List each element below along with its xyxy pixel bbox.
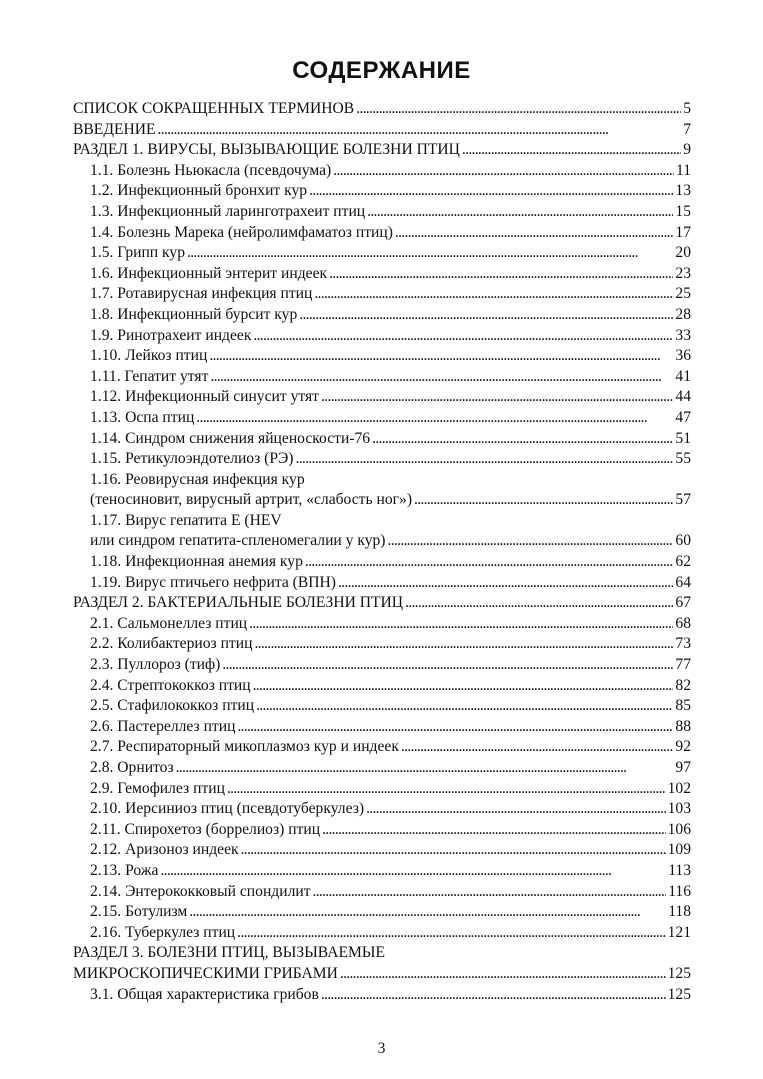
toc-entry-page: 97 — [675, 759, 691, 776]
toc-leader-dots — [254, 634, 673, 655]
toc-entry-page: 41 — [675, 367, 691, 385]
toc-leader-dots — [160, 861, 666, 882]
toc-entry — [73, 99, 691, 120]
toc-entry — [73, 840, 691, 861]
toc-leader-dots — [414, 490, 673, 511]
toc-entry-title: 2.7. Респираторный микоплазмоз кур и индеек — [90, 738, 399, 756]
toc-entry-title: 1.4. Болезнь Марека (нейролимфаматоз птиц) — [90, 223, 393, 241]
toc-entry-title: 1.11. Гепатит утят — [90, 367, 209, 385]
toc-entry-title: ВВЕДЕНИЕ — [73, 120, 156, 138]
toc-entry-page: 103 — [667, 800, 691, 818]
toc-leader-dots — [249, 614, 673, 635]
toc-entry — [73, 511, 691, 532]
toc-entry-title: 2.13. Рожа — [90, 861, 159, 879]
toc-entry-page: 62 — [675, 553, 691, 571]
toc-leader-dots — [209, 346, 673, 367]
toc-entry — [73, 429, 691, 450]
toc-entry — [73, 676, 691, 697]
toc-entry-page: 17 — [675, 223, 691, 241]
toc-leader-dots — [196, 408, 673, 429]
toc-entry-page: 5 — [683, 100, 691, 117]
toc-entry-page: 25 — [675, 285, 691, 303]
toc-leader-dots — [210, 367, 673, 388]
toc-leader-dots — [462, 140, 681, 161]
toc-entry-title: 1.13. Оспа птиц — [90, 408, 195, 426]
toc-entry — [73, 120, 691, 141]
toc-leader-dots — [176, 758, 674, 779]
toc-entry-title: 2.9. Гемофилез птиц — [90, 779, 225, 797]
toc-leader-dots — [366, 799, 666, 820]
toc-leader-dots — [313, 882, 667, 903]
toc-entry — [73, 593, 691, 614]
toc-entry-page: 113 — [668, 861, 691, 879]
toc-leader-dots — [309, 181, 673, 202]
toc-entry — [73, 202, 691, 223]
toc-entry — [73, 346, 691, 367]
toc-entry-page: 106 — [667, 820, 691, 838]
toc-entry — [73, 614, 691, 635]
toc-entry — [73, 449, 691, 470]
toc-entry-title: МИКРОСКОПИЧЕСКИМИ ГРИБАМИ — [73, 964, 338, 982]
toc-leader-dots — [299, 305, 673, 326]
toc-entry-page: 47 — [675, 408, 691, 426]
toc-leader-dots — [340, 964, 666, 985]
toc-entry-title: РАЗДЕЛ 3. БОЛЕЗНИ ПТИЦ, ВЫЗЫВАЕМЫЕ — [73, 944, 386, 962]
toc-entry-title: или синдром гепатита-спленомегалии у кур) — [90, 532, 386, 550]
toc-entry-page: 20 — [675, 244, 691, 262]
toc-entry-title: 2.12. Аризоноз индеек — [90, 841, 239, 859]
toc-entry-title: 2.4. Стрептококкоз птиц — [90, 676, 251, 694]
toc-entry — [73, 573, 691, 594]
toc-leader-dots — [356, 99, 681, 120]
toc-entry-title: (теносиновит, вирусный артрит, «слабость ног») — [90, 491, 413, 509]
toc-leader-dots — [314, 284, 673, 305]
page-title: СОДЕРЖАНИЕ — [292, 57, 471, 84]
toc-entry-title: 1.7. Ротавирусная инфекция птиц — [90, 285, 313, 303]
toc-entry-page: 13 — [675, 182, 691, 200]
toc-entry-title: 1.16. Реовирусная инфекция кур — [90, 470, 305, 488]
toc-entry-title: 1.8. Инфекционный бурсит кур — [90, 305, 298, 323]
toc-entry — [73, 264, 691, 285]
toc-leader-dots — [372, 429, 673, 450]
toc-entry — [73, 779, 691, 800]
toc-leader-dots — [241, 840, 666, 861]
toc-entry-title: 2.15. Ботулизм — [90, 903, 188, 921]
toc-leader-dots — [329, 264, 673, 285]
toc-entry-page: 67 — [675, 594, 691, 612]
toc-entry — [73, 861, 691, 882]
toc-entry — [73, 655, 691, 676]
toc-entry-title: 1.9. Ринотрахеит индеек — [90, 326, 252, 344]
toc-entry-title: 1.1. Болезнь Ньюкасла (псевдочума) — [90, 161, 332, 179]
toc-entry — [73, 490, 691, 511]
toc-entry-page: 36 — [675, 347, 691, 365]
toc-leader-dots — [321, 985, 666, 1006]
table-of-contents — [73, 99, 691, 1005]
toc-entry — [73, 243, 691, 264]
toc-entry-title: 1.3. Инфекционный ларинготрахеит птиц — [90, 202, 366, 220]
toc-entry-title: 1.17. Вирус гепатита Е (HEV — [90, 511, 282, 529]
toc-entry-title: СПИСОК СОКРАЩЕННЫХ ТЕРМИНОВ — [73, 100, 355, 117]
toc-entry-page: 64 — [675, 573, 691, 591]
toc-leader-dots — [189, 902, 666, 923]
toc-entry-page: 68 — [675, 614, 691, 632]
toc-leader-dots — [158, 120, 682, 141]
toc-entry-title: 2.11. Спирохетоз (боррелиоз) птиц — [90, 820, 321, 838]
toc-entry — [73, 820, 691, 841]
toc-entry — [73, 181, 691, 202]
toc-entry-page: 11 — [675, 161, 691, 179]
toc-leader-dots — [333, 161, 674, 182]
toc-leader-dots — [388, 531, 674, 552]
toc-entry — [73, 387, 691, 408]
toc-entry-title: 2.3. Пуллороз (тиф) — [90, 656, 221, 674]
toc-leader-dots — [395, 223, 674, 244]
toc-entry-page: 92 — [675, 738, 691, 756]
toc-entry-title: РАЗДЕЛ 2. БАКТЕРИАЛЬНЫЕ БОЛЕЗНИ ПТИЦ — [73, 594, 404, 612]
toc-entry-page: 116 — [668, 882, 691, 900]
toc-entry-page: 7 — [683, 120, 691, 138]
toc-leader-dots — [322, 820, 666, 841]
toc-entry — [73, 696, 691, 717]
toc-entry — [73, 161, 691, 182]
toc-leader-dots — [338, 573, 673, 594]
toc-entry-title: 1.5. Грипп кур — [90, 244, 186, 262]
toc-leader-dots — [401, 737, 674, 758]
toc-entry-page: 73 — [675, 635, 691, 653]
toc-entry — [73, 902, 691, 923]
toc-entry — [73, 943, 691, 964]
toc-entry-page: 121 — [667, 923, 691, 941]
toc-entry — [73, 140, 691, 161]
toc-entry — [73, 717, 691, 738]
toc-entry-title: 3.1. Общая характеристика грибов — [90, 985, 319, 1003]
toc-leader-dots — [321, 387, 673, 408]
toc-entry — [73, 964, 691, 985]
toc-leader-dots — [405, 593, 673, 614]
toc-leader-dots — [187, 243, 673, 264]
toc-entry-page: 125 — [667, 985, 691, 1003]
toc-entry-page: 57 — [675, 491, 691, 509]
toc-entry — [73, 634, 691, 655]
toc-entry — [73, 223, 691, 244]
toc-entry-page: 33 — [675, 326, 691, 344]
toc-entry-title: 2.8. Орнитоз — [90, 759, 174, 776]
toc-entry — [73, 326, 691, 347]
toc-entry — [73, 985, 691, 1006]
toc-entry-page: 102 — [667, 779, 691, 797]
toc-leader-dots — [237, 923, 665, 944]
toc-entry-page: 125 — [667, 964, 691, 982]
toc-leader-dots — [296, 449, 674, 470]
toc-entry — [73, 552, 691, 573]
toc-entry — [73, 737, 691, 758]
toc-entry-page: 23 — [675, 264, 691, 282]
toc-entry — [73, 367, 691, 388]
toc-entry-page: 77 — [675, 656, 691, 674]
toc-entry-title: 1.2. Инфекционный бронхит кур — [90, 182, 308, 200]
toc-entry-title: 1.12. Инфекционный синусит утят — [90, 388, 319, 406]
toc-entry-page: 60 — [675, 532, 691, 550]
toc-entry — [73, 408, 691, 429]
toc-entry — [73, 882, 691, 903]
toc-entry-title: 2.16. Туберкулез птиц — [90, 923, 236, 941]
toc-entry-title: 1.6. Инфекционный энтерит индеек — [90, 264, 328, 282]
toc-entry-page: 85 — [675, 697, 691, 715]
toc-leader-dots — [222, 655, 673, 676]
toc-entry — [73, 305, 691, 326]
toc-entry-page: 88 — [675, 717, 691, 735]
toc-entry — [73, 758, 691, 779]
toc-entry — [73, 284, 691, 305]
toc-entry-page: 28 — [675, 305, 691, 323]
toc-entry-title: 1.10. Лейкоз птиц — [90, 347, 208, 365]
toc-entry-title: 2.6. Пастереллез птиц — [90, 717, 236, 735]
toc-leader-dots — [305, 552, 674, 573]
toc-entry-page: 51 — [675, 429, 691, 447]
toc-leader-dots — [237, 717, 673, 738]
toc-entry-page: 82 — [675, 676, 691, 694]
toc-entry — [73, 923, 691, 944]
toc-entry-title: 2.14. Энтерококковый спондилит — [90, 882, 311, 900]
toc-entry-title: 2.10. Иерсиниоз птиц (псевдотуберкулез) — [90, 800, 365, 818]
toc-leader-dots — [253, 676, 674, 697]
toc-entry-title: 1.19. Вирус птичьего нефрита (ВПН) — [90, 573, 336, 591]
toc-entry-page: 118 — [668, 903, 691, 921]
toc-leader-dots — [367, 202, 673, 223]
toc-entry-title: 1.15. Ретикулоэндотелиоз (РЭ) — [90, 450, 294, 468]
page-number: 3 — [377, 1040, 386, 1057]
toc-entry-title: 1.14. Синдром снижения яйценоскости-76 — [90, 429, 371, 447]
toc-entry-page: 109 — [667, 841, 691, 859]
toc-entry — [73, 531, 691, 552]
toc-entry — [73, 470, 691, 491]
toc-entry-title: 2.5. Стафилококкоз птиц — [90, 697, 255, 715]
toc-entry-title: 2.2. Колибактериоз птиц — [90, 635, 253, 653]
toc-leader-dots — [227, 779, 666, 800]
toc-entry-title: 1.18. Инфекционная анемия кур — [90, 553, 303, 571]
toc-entry-page: 44 — [675, 388, 691, 406]
toc-entry-title: 2.1. Сальмонеллез птиц — [90, 614, 248, 632]
toc-entry-title: РАЗДЕЛ 1. ВИРУСЫ, ВЫЗЫВАЮЩИЕ БОЛЕЗНИ ПТИЦ — [73, 141, 460, 159]
toc-entry — [73, 799, 691, 820]
toc-entry-page: 15 — [675, 202, 691, 220]
toc-leader-dots — [256, 696, 673, 717]
toc-entry-page: 55 — [675, 450, 691, 468]
toc-leader-dots — [253, 326, 673, 347]
toc-entry-page: 9 — [683, 141, 691, 159]
